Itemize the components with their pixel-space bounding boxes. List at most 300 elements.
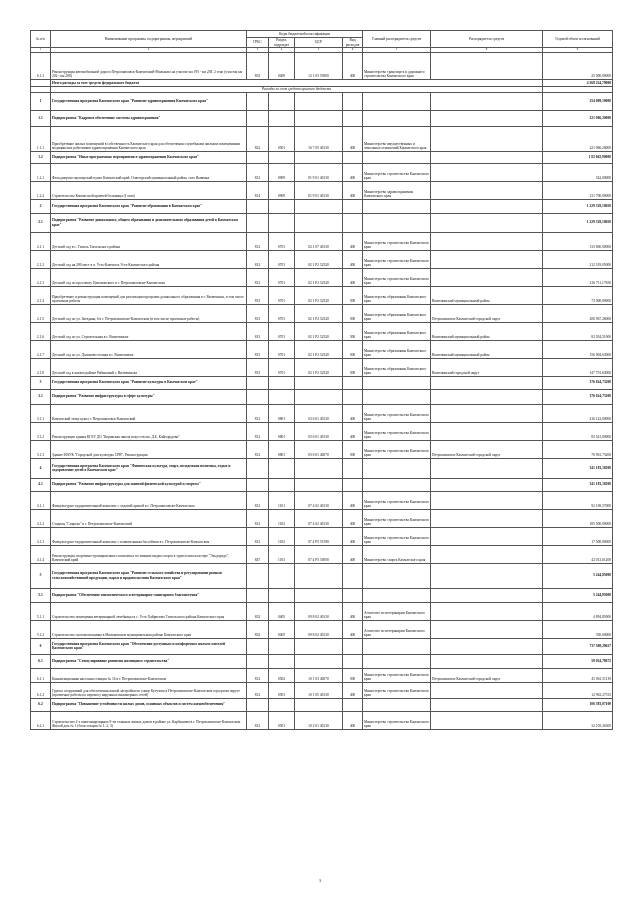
- cell-empty: [269, 588, 295, 602]
- cell-num: 3.1.3: [31, 440, 51, 458]
- cell-amount: 341 183,18200: [543, 458, 613, 478]
- cell-razdel: 0409: [269, 52, 295, 79]
- cell-name: Физкультурно-оздоровительный комплекс с ледовой ареной в г. Петропавловске-Камчатском: [51, 491, 247, 509]
- cell-empty: [343, 389, 363, 404]
- cell-name: Строительство помещения ветеринарной лечебницы в с. Усть-Хайрюзово Тигильского района Камчатского края: [51, 602, 247, 620]
- cell-vr: 400: [343, 527, 363, 545]
- cell-grbs: 812: [247, 668, 269, 682]
- colnum: 1: [31, 48, 51, 53]
- table-row-sub: [31, 389, 613, 404]
- cell-grbs: 812: [247, 404, 269, 422]
- cell-razdel: 0801: [269, 422, 295, 440]
- cell-name: Строительство скотомогильника в Мильковском муниципальном районе Камчатского края: [51, 620, 247, 638]
- cell-empty: [363, 110, 431, 126]
- cell-razdel: 0701: [269, 358, 295, 376]
- cell-amount: 216 711,17650: [543, 268, 613, 286]
- cell-grbs: 812: [247, 440, 269, 458]
- cell-name: Подпрограмма "Повышение устойчивости жилых домов, основных объектов и систем жизнеобеспечения": [51, 698, 247, 711]
- cell-payer: Министерство образования Камчатского края: [363, 286, 431, 304]
- cell-grbs: 812: [247, 250, 269, 268]
- table-row-sub: [31, 110, 613, 126]
- cell-total-label: Итого расходы за счет средств федерального бюджета: [51, 79, 543, 86]
- cell-name: Подпрограмма "Стимулирование развития жилищного строительства": [51, 654, 247, 668]
- cell-empty: [269, 389, 295, 404]
- cell-amount: 156 904,63000: [543, 340, 613, 358]
- cell-csr: 07 4 02 40130: [295, 509, 343, 527]
- cell-empty: [247, 110, 269, 126]
- cell-recipient: [431, 602, 543, 620]
- cell-razdel: 0801: [269, 404, 295, 422]
- cell-num: 2: [31, 199, 51, 213]
- cell-recipient: Вилючинский муниципальный район: [431, 340, 543, 358]
- cell-payer: Министерство образования Камчатского края: [363, 358, 431, 376]
- cell-num: 2.1: [31, 213, 51, 232]
- cell-grbs: 812: [247, 527, 269, 545]
- cell-csr: 02 1 P2 52320: [295, 340, 343, 358]
- cell-amount: 147 791,63000: [543, 358, 613, 376]
- cell-csr: 09 8 02 40130: [295, 602, 343, 620]
- cell-name: Реконструкция автомобильной дороги Петропавловск-Камчатский-Мильково на участке км 195 - км 238. 2 этап (участок км 202 - км 208): [51, 52, 247, 79]
- cell-recipient: Вилючинский городской округ: [431, 358, 543, 376]
- cell-name: Группа сооружений для обеспечения жилой застройки по улице Кутузова в Петропавловске-Камчатском городском округе (проектные работы по переносу наружных инженерных сетей): [51, 682, 247, 698]
- cell-name: Канализационная насосная станция № 16 в г. Петропавловске-Камчатском: [51, 668, 247, 682]
- cell-razdel: 0501: [269, 126, 295, 151]
- cell-empty: [363, 199, 431, 213]
- cell-amount: 76 961,73200: [543, 440, 613, 458]
- cell-amount: 5 244,85000: [543, 588, 613, 602]
- cell-csr: 07 4 P5 54950: [295, 545, 343, 563]
- table-row-prog: [31, 458, 613, 478]
- cell-name: Здание МАУК "Городской дом культуры СРВ", Реконструкция: [51, 440, 247, 458]
- table-row-item: [31, 509, 613, 527]
- table-row-item: [31, 286, 613, 304]
- cell-num: 3.1: [31, 389, 51, 404]
- cell-grbs: 812: [247, 232, 269, 250]
- cell-razdel: 0701: [269, 232, 295, 250]
- cell-vr: 400: [343, 268, 363, 286]
- cell-empty: [269, 110, 295, 126]
- cell-empty: [295, 563, 343, 588]
- table-row-item: [31, 340, 613, 358]
- cell-amount: 185 500,00000: [543, 509, 613, 527]
- colnum: 2: [51, 48, 247, 53]
- table-header: [31, 31, 613, 53]
- table-row-sub: [31, 698, 613, 711]
- cell-grbs: 822: [247, 126, 269, 151]
- cell-csr: 07 4 02 40130: [295, 491, 343, 509]
- cell-payer: Министерство строительства Камчатского края: [363, 404, 431, 422]
- cell-empty: [363, 458, 431, 478]
- table-row-total: [31, 79, 613, 86]
- table-row-item: [31, 602, 613, 620]
- cell-num: 2.1.1: [31, 232, 51, 250]
- cell-amount: 32 105,26300: [543, 711, 613, 729]
- cell-vr: 400: [343, 491, 363, 509]
- cell-empty: [269, 478, 295, 491]
- cell-csr: 03 6 01 40070: [295, 440, 343, 458]
- cell-num: 1.2: [31, 151, 51, 163]
- cell-name: Подпрограмма "Кадровое обеспечение системы здравоохранения": [51, 110, 247, 126]
- cell-empty: [431, 92, 543, 110]
- cell-vr: 500: [343, 304, 363, 322]
- cell-vr: 500: [343, 440, 363, 458]
- cell-name: Строительство 2-х многоквартирных 9-ти этажных жилых домов в районе ул. Карбышева в г. Петропавловске-Камчатском. Жилой дом № 1 (блок-секции № 1, 2, 3): [51, 711, 247, 729]
- cell-empty: [247, 478, 269, 491]
- cell-empty: [343, 638, 363, 654]
- cell-csr: 01 9 01 40130: [295, 181, 343, 199]
- cell-payer: Министерство строительства Камчатского края: [363, 527, 431, 545]
- cell-empty: [343, 654, 363, 668]
- cell-razdel: 0501: [269, 711, 295, 729]
- cell-empty: [343, 588, 363, 602]
- cell-num: 4.1.4: [31, 545, 51, 563]
- cell-num: 3.1.1: [31, 404, 51, 422]
- cell-razdel: 0909: [269, 163, 295, 181]
- cell-amount: 216 122,00000: [543, 404, 613, 422]
- cell-vr: 400: [343, 711, 363, 729]
- cell-num: 2.1.6: [31, 322, 51, 340]
- cell-empty: [431, 376, 543, 389]
- cell-name: Подпрограмма "Иные программные мероприятия в здравоохранении Камчатского края": [51, 151, 247, 163]
- cell-empty: [343, 110, 363, 126]
- cell-grbs: 832: [247, 620, 269, 638]
- cell-csr: 03 6 01 40130: [295, 404, 343, 422]
- budget-table: [30, 30, 613, 730]
- header-vr: Вид расходов: [343, 38, 363, 48]
- cell-empty: [431, 458, 543, 478]
- page-number: 3: [319, 878, 321, 883]
- cell-num: 2.1.7: [31, 340, 51, 358]
- cell-name: Государственная программа Камчатского края "Развитие сельского хозяйства и регулирование рынков сельскохозяйственной продукции, сырья и продовольствия Камчатского края": [51, 563, 247, 588]
- colnum: 8: [431, 48, 543, 53]
- table-row-item: [31, 232, 613, 250]
- cell-empty: [363, 389, 431, 404]
- cell-amount: 4 894,85000: [543, 602, 613, 620]
- cell-csr: 12 1 03 53900: [295, 52, 343, 79]
- cell-empty: [295, 151, 343, 163]
- cell-razdel: 1102: [269, 527, 295, 545]
- cell-payer: Министерство строительства Камчатского края: [363, 509, 431, 527]
- cell-name: Государственная программа Камчатского края "Обеспечение доступным и комфортным жильем жителей Камчатского края": [51, 638, 247, 654]
- table-row-prog: [31, 563, 613, 588]
- cell-amount: 12 963,27533: [543, 682, 613, 698]
- cell-empty: [247, 376, 269, 389]
- cell-empty: [295, 199, 343, 213]
- cell-razdel: 1101: [269, 491, 295, 509]
- cell-num: 3: [31, 376, 51, 389]
- cell-razdel: 0701: [269, 340, 295, 358]
- cell-csr: 02 1 P2 52320: [295, 286, 343, 304]
- header-codes-title: Коды бюджетной классификации: [247, 31, 363, 38]
- cell-num: 6.1.3: [31, 52, 51, 79]
- cell-recipient: Петропавловск-Камчатский городской округ: [431, 668, 543, 682]
- table-row-item: [31, 620, 613, 638]
- table-row-item: [31, 163, 613, 181]
- cell-empty: [431, 110, 543, 126]
- cell-empty: [363, 654, 431, 668]
- cell-num: 5.1.2: [31, 620, 51, 638]
- table-row-item: [31, 491, 613, 509]
- cell-empty: [431, 654, 543, 668]
- cell-name: Подпрограмма "Развитие дошкольного, общего образования и дополнительного образования детей в Камчатском крае": [51, 213, 247, 232]
- table-row-item: [31, 304, 613, 322]
- cell-num: 5.1.1: [31, 602, 51, 620]
- cell-recipient: [431, 509, 543, 527]
- cell-empty: [269, 92, 295, 110]
- cell-csr: 02 1 P2 52320: [295, 268, 343, 286]
- cell-empty: [431, 199, 543, 213]
- cell-empty: [343, 478, 363, 491]
- cell-empty: [269, 199, 295, 213]
- cell-payer: Министерство строительства Камчатского края: [363, 682, 431, 698]
- cell-amount: 4 568 224,79000: [543, 79, 613, 86]
- cell-payer: Министерство образования Камчатского края: [363, 304, 431, 322]
- cell-empty: [295, 92, 343, 110]
- table-row-item: [31, 322, 613, 340]
- cell-amount: 106 383,07100: [543, 698, 613, 711]
- cell-name: Стадион "Спартак" в г. Петропавловске-Камчатский: [51, 509, 247, 527]
- cell-empty: [247, 698, 269, 711]
- cell-vr: 400: [343, 545, 363, 563]
- cell-num: 6.1: [31, 654, 51, 668]
- table-row-sub: [31, 213, 613, 232]
- cell-name: Детский сад на 280 мест в п. Усть-Камчатск Усть-Камчатского района: [51, 250, 247, 268]
- cell-csr: 02 1 P2 52320: [295, 304, 343, 322]
- cell-num: 4.1.1: [31, 491, 51, 509]
- cell-vr: 400: [343, 602, 363, 620]
- cell-grbs: 814: [247, 181, 269, 199]
- cell-empty: [363, 588, 431, 602]
- cell-num: 6.2: [31, 698, 51, 711]
- cell-payer: Министерство спорта Камчатского края: [363, 545, 431, 563]
- cell-recipient: [431, 232, 543, 250]
- table-body: [31, 52, 613, 729]
- cell-num: 4: [31, 458, 51, 478]
- cell-vr: 400: [343, 250, 363, 268]
- table-row-item: [31, 250, 613, 268]
- cell-empty: [431, 698, 543, 711]
- cell-grbs: 813: [247, 322, 269, 340]
- cell-num: 1.1.1: [31, 126, 51, 151]
- cell-amount: 1 82 662,90000: [543, 151, 613, 163]
- header-recipient: Распорядитель средств: [431, 31, 543, 48]
- cell-grbs: 847: [247, 545, 269, 563]
- cell-csr: 02 1 P2 52320: [295, 358, 343, 376]
- cell-empty: [431, 478, 543, 491]
- cell-grbs: 813: [247, 358, 269, 376]
- cell-payer: Министерство образования Камчатского края: [363, 340, 431, 358]
- table-row-item: [31, 404, 613, 422]
- cell-csr: 07 4 P5 51390: [295, 527, 343, 545]
- cell-recipient: [431, 422, 543, 440]
- cell-grbs: 813: [247, 304, 269, 322]
- cell-amount: 221 966,20000: [543, 126, 613, 151]
- cell-recipient: [431, 491, 543, 509]
- cell-razdel: 0701: [269, 250, 295, 268]
- cell-name: Детский сад в жилом районе Рябиновый г. Вилючинска: [51, 358, 247, 376]
- cell-csr: 10 1 03 40070: [295, 668, 343, 682]
- cell-name: Детский сад по проспекту Циолковского в г. Петропавловске-Камчатском: [51, 268, 247, 286]
- cell-num: [31, 79, 51, 86]
- cell-num: 1.2.1: [31, 163, 51, 181]
- table-row-sub: [31, 588, 613, 602]
- table-row-item: [31, 668, 613, 682]
- cell-recipient: Петропавловск-Камчатский городской округ: [431, 304, 543, 322]
- cell-name: Детский сад по ул. Строительная в г. Вилючинске: [51, 322, 247, 340]
- cell-amount: 342,00000: [543, 163, 613, 181]
- cell-razdel: 0701: [269, 286, 295, 304]
- cell-razdel: 1103: [269, 545, 295, 563]
- cell-empty: [295, 588, 343, 602]
- cell-num: 6.1.1: [31, 668, 51, 682]
- cell-name: Фельдшерско-акушерский пункт Камчатский край, Олюторский муниципальный район, село Вывенка: [51, 163, 247, 181]
- cell-csr: 16 7 05 40130: [295, 126, 343, 151]
- cell-empty: [269, 654, 295, 668]
- cell-empty: [363, 213, 431, 232]
- table-row-sub: [31, 654, 613, 668]
- cell-name: Подпрограмма "Развитие инфраструктуры для занятий физической культурой и спортом": [51, 478, 247, 491]
- document-page: [30, 30, 612, 730]
- cell-vr: 400: [343, 232, 363, 250]
- cell-empty: [343, 199, 363, 213]
- cell-empty: [269, 151, 295, 163]
- cell-razdel: 0701: [269, 268, 295, 286]
- header-name: Наименование программы, подпрограммы, мероприятий: [51, 31, 247, 48]
- cell-amount: 206 967,26000: [543, 304, 613, 322]
- cell-empty: [431, 213, 543, 232]
- cell-amount: 83 541,00000: [543, 422, 613, 440]
- cell-recipient: [431, 268, 543, 286]
- cell-empty: [295, 110, 343, 126]
- cell-payer: Министерство строительства Камчатского края: [363, 668, 431, 682]
- cell-empty: [363, 698, 431, 711]
- colnum: 4: [269, 48, 295, 53]
- cell-amount: 133 600,00000: [543, 232, 613, 250]
- cell-empty: [247, 654, 269, 668]
- header-payer: Главный распорядитель средств: [363, 31, 431, 48]
- table-row-sub: [31, 478, 613, 491]
- cell-empty: [247, 638, 269, 654]
- colnum: 3: [247, 48, 269, 53]
- cell-grbs: 812: [247, 422, 269, 440]
- cell-num: 6.1.2: [31, 682, 51, 698]
- cell-payer: Министерство здравоохранения Камчатского края: [363, 181, 431, 199]
- cell-grbs: 812: [247, 682, 269, 698]
- cell-amount: 221 966,20000: [543, 110, 613, 126]
- cell-name: Реконструкция здания КГБУ ДО "Корякская школа искусств им. Д.Б. Кайгородова": [51, 422, 247, 440]
- cell-payer: Министерство строительства Камчатского края: [363, 440, 431, 458]
- table-row-item: [31, 711, 613, 729]
- cell-razdel: 0801: [269, 440, 295, 458]
- cell-csr: 01 9 01 40130: [295, 163, 343, 181]
- cell-amount: 212 319,05000: [543, 250, 613, 268]
- table-row-prog: [31, 376, 613, 389]
- cell-amount: 58 024,78672: [543, 654, 613, 668]
- cell-empty: [295, 698, 343, 711]
- cell-vr: 400: [343, 620, 363, 638]
- table-row-item: [31, 527, 613, 545]
- cell-amount: 1 229 329,18650: [543, 199, 613, 213]
- cell-empty: [269, 638, 295, 654]
- cell-recipient: [431, 250, 543, 268]
- cell-empty: [247, 151, 269, 163]
- cell-recipient: [431, 52, 543, 79]
- cell-num: 2.1.4: [31, 286, 51, 304]
- cell-csr: 09 8 02 40130: [295, 620, 343, 638]
- table-row-item: [31, 422, 613, 440]
- cell-empty: [247, 389, 269, 404]
- cell-name: Детский сад в с. Тигиль Тигильского района: [51, 232, 247, 250]
- cell-empty: [247, 588, 269, 602]
- cell-empty: [269, 458, 295, 478]
- cell-name: Строительство Камчатской краевой больницы (I этап): [51, 181, 247, 199]
- cell-empty: [363, 376, 431, 389]
- cell-recipient: [431, 620, 543, 638]
- cell-vr: 400: [343, 422, 363, 440]
- cell-payer: Министерство строительства Камчатского края: [363, 422, 431, 440]
- cell-name: Детский сад по ул. Дальневосточная в г. Вилючинске: [51, 340, 247, 358]
- cell-payer: Министерство транспорта и дорожного строительства Камчатского края: [363, 52, 431, 79]
- cell-razdel: 0909: [269, 181, 295, 199]
- cell-grbs: 813: [247, 340, 269, 358]
- cell-empty: [247, 458, 269, 478]
- cell-empty: [295, 638, 343, 654]
- cell-vr: 400: [343, 126, 363, 151]
- cell-num: 4.1.3: [31, 527, 51, 545]
- cell-grbs: 812: [247, 268, 269, 286]
- table-row-prog: [31, 199, 613, 213]
- cell-num: 2.1.3: [31, 268, 51, 286]
- cell-amount: 350,00000: [543, 620, 613, 638]
- header-num: № п/п: [31, 31, 51, 48]
- cell-empty: [295, 213, 343, 232]
- table-row-item: [31, 440, 613, 458]
- cell-amount: 341 183,18200: [543, 478, 613, 491]
- cell-csr: 10 2 01 40130: [295, 711, 343, 729]
- cell-recipient: [431, 163, 543, 181]
- cell-payer: Министерство строительства Камчатского края: [363, 232, 431, 250]
- cell-razdel: 0405: [269, 602, 295, 620]
- cell-amount: 92 169,57000: [543, 491, 613, 509]
- table-row-item: [31, 545, 613, 563]
- header-amount: Годовой объем ассигнований: [543, 31, 613, 48]
- cell-grbs: 833: [247, 52, 269, 79]
- cell-empty: [343, 376, 363, 389]
- cell-grbs: 832: [247, 602, 269, 620]
- cell-payer: Министерство имущественных и земельных отношений Камчатского края: [363, 126, 431, 151]
- cell-num: 1.2.2: [31, 181, 51, 199]
- cell-vr: 400: [343, 404, 363, 422]
- cell-amount: 73 000,00000: [543, 286, 613, 304]
- cell-razdel: 0405: [269, 620, 295, 638]
- cell-empty: [343, 563, 363, 588]
- cell-empty: [363, 151, 431, 163]
- cell-empty: [269, 563, 295, 588]
- cell-vr: 400: [343, 682, 363, 698]
- cell-vr: 500: [343, 668, 363, 682]
- cell-empty: [343, 213, 363, 232]
- cell-name: Подпрограмма "Развитие инфраструктуры в сфере культуры": [51, 389, 247, 404]
- cell-empty: [363, 92, 431, 110]
- cell-empty: [343, 151, 363, 163]
- cell-num: 3.1.2: [31, 422, 51, 440]
- cell-empty: [431, 151, 543, 163]
- cell-num: 2.1.8: [31, 358, 51, 376]
- cell-grbs: 813: [247, 286, 269, 304]
- cell-payer: Министерство строительства Камчатского края: [363, 163, 431, 181]
- cell-razdel: 0502: [269, 668, 295, 682]
- cell-amount: 1 229 329,18650: [543, 213, 613, 232]
